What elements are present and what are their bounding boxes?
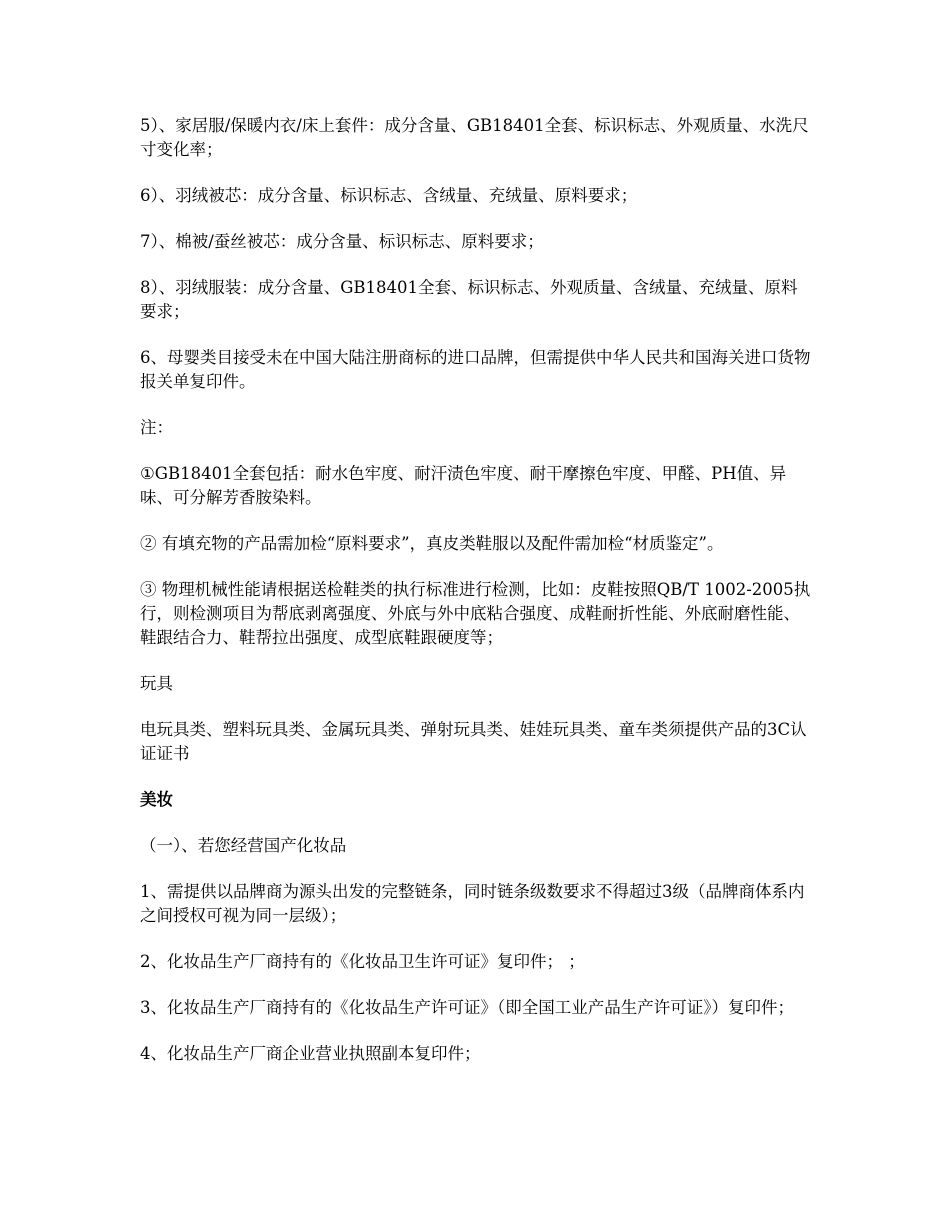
paragraph-cosmetics-req-3: 3、化妆品生产厂商持有的《化妆品生产许可证》（即全国工业产品生产许可证》）复印件； [140,998,794,1017]
paragraph-cosmetics-req-1: 1、需提供以品牌商为源头出发的完整链条，同时链条级数要求不得超过3级（品牌商体系内之间授权可视为同一层级）； [140,882,805,925]
section-title-toys: 玩具 [140,674,173,693]
paragraph-cosmetics-req-2: 2、化妆品生产厂商持有的《化妆品卫生许可证》复印件； ； [140,952,585,971]
paragraph-down-garment-tests: 8）、羽绒服装：成分含量、GB18401全套、标识标志、外观质量、含绒量、充绒量、原料要求； [140,278,798,321]
paragraph-note-label: 注： [140,418,173,437]
paragraph-cotton-silk-quilt-tests: 7）、棉被/蚕丝被芯：成分含量、标识标志、原料要求； [140,232,544,251]
paragraph-toys-3c: 电玩具类、塑料玩具类、金属玩具类、弹射玩具类、娃娃玩具类、童车类须提供产品的3C认证证书 [140,720,807,763]
subsection-title-domestic-cosmetics: （一）、若您经营国产化妆品 [140,836,347,855]
section-title-cosmetics: 美妆 [140,790,173,809]
paragraph-note-filler: ② 有填充物的产品需加检“原料要求”，真皮类鞋服以及配件需加检“材质鉴定”。 [140,534,724,553]
paragraph-cosmetics-req-4: 4、化妆品生产厂商企业营业执照副本复印件； [140,1044,481,1063]
paragraph-down-quilt-tests: 6）、羽绒被芯：成分含量、标识标志、含绒量、充绒量、原料要求； [140,186,638,205]
document-page [140,114,812,1088]
paragraph-note-gb18401: ①GB18401全套包括：耐水色牢度、耐汗渍色牢度、耐干摩擦色牢度、甲醛、PH值、异味、可分解芳香胺染料。 [140,464,787,507]
paragraph-homewear-tests: 5）、家居服/保暖内衣/床上套件：成分含量、GB18401全套、标识标志、外观质量、水洗尺寸变化率； [140,116,809,159]
paragraph-maternity-import-brands: 6、母婴类目接受未在中国大陆注册商标的进口品牌，但需提供中华人民共和国海关进口货物报关单复印件。 [140,348,811,391]
paragraph-note-footwear: ③ 物理机械性能请根据送检鞋类的执行标准进行检测，比如：皮鞋按照QB/T 1002-2005执行，则检测项目为帮底剥离强度、外底与外中底粘合强度、成鞋耐折性能、外底耐磨性能、鞋跟结合力、鞋帮拉出强度、成型底鞋跟硬度等； [140,580,811,647]
